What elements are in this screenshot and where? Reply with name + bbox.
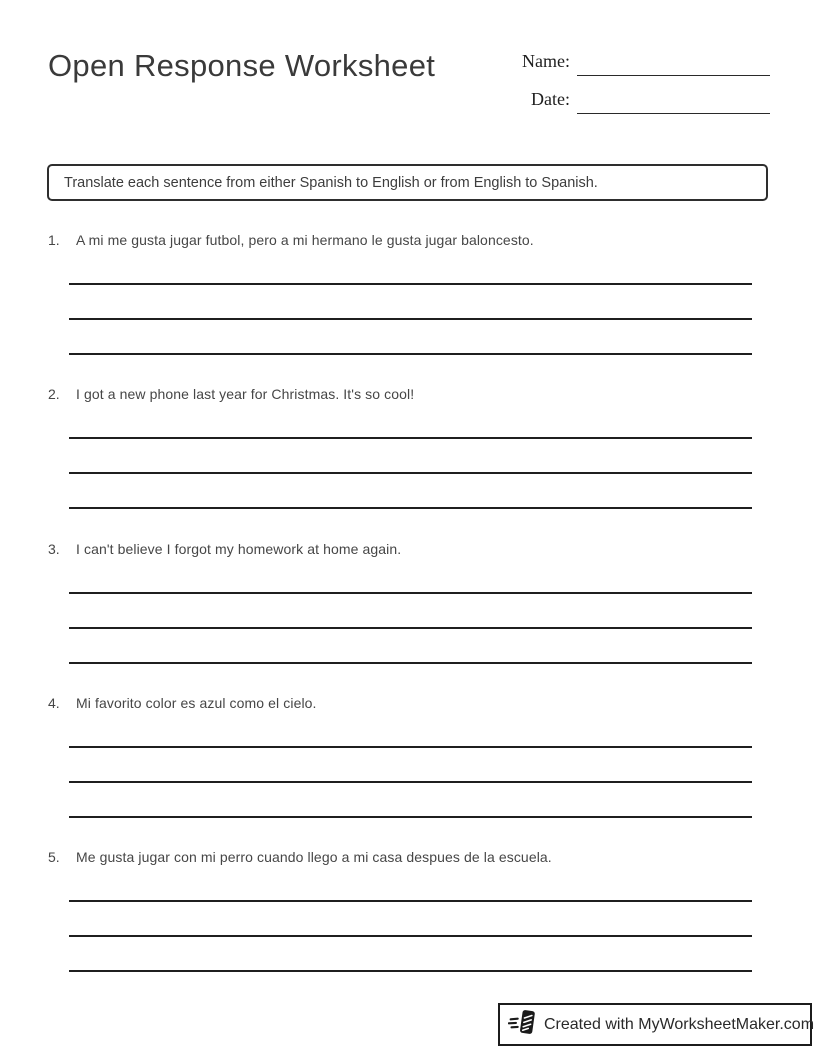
page-title: Open Response Worksheet [48, 48, 436, 83]
instructions-box [47, 164, 768, 201]
question-number: 3. [48, 541, 60, 557]
date-label: Date: [531, 89, 570, 109]
answer-line[interactable] [69, 746, 752, 748]
question-item-1 [48, 232, 768, 362]
answer-line[interactable] [69, 507, 752, 509]
question-text: Mi favorito color es azul como el cielo. [76, 695, 317, 711]
question-number: 1. [48, 232, 60, 248]
question-text: Me gusta jugar con mi perro cuando llego a mi casa despues de la escuela. [76, 849, 552, 865]
answer-line[interactable] [69, 353, 752, 355]
question-row [48, 849, 768, 865]
answer-line[interactable] [69, 592, 752, 594]
footer-credit-badge[interactable] [498, 1003, 815, 1046]
name-input-line[interactable] [577, 50, 770, 76]
date-field-row [512, 88, 770, 114]
question-row [48, 695, 768, 711]
instructions-text: Translate each sentence from either Spanish to English or from English to Spanish. [64, 174, 598, 191]
date-input-line[interactable] [577, 88, 770, 114]
question-number: 5. [48, 849, 60, 865]
question-number: 2. [48, 386, 60, 402]
question-item-5 [48, 849, 768, 979]
question-item-2 [48, 386, 768, 516]
answer-line[interactable] [69, 816, 752, 818]
question-text: I got a new phone last year for Christmas. It's so cool! [76, 386, 415, 402]
question-number: 4. [48, 695, 60, 711]
answer-line[interactable] [69, 781, 752, 783]
answer-line[interactable] [69, 662, 752, 664]
question-item-3 [48, 541, 768, 671]
answer-line[interactable] [69, 970, 752, 972]
answer-line[interactable] [69, 437, 752, 439]
name-label: Name: [522, 51, 570, 71]
answer-line[interactable] [69, 935, 752, 937]
answer-line[interactable] [69, 472, 752, 474]
answer-line[interactable] [69, 318, 752, 320]
question-text: I can't believe I forgot my homework at home again. [76, 541, 402, 557]
answer-line[interactable] [69, 627, 752, 629]
question-item-4 [48, 695, 768, 825]
footer-credit-text: Created with MyWorksheetMaker.com [544, 1015, 815, 1033]
question-text: A mi me gusta jugar futbol, pero a mi hermano le gusta jugar baloncesto. [76, 232, 534, 248]
question-row [48, 541, 768, 557]
header-fields [512, 50, 770, 114]
answer-line[interactable] [69, 283, 752, 285]
question-row [48, 386, 768, 402]
name-field-row [512, 50, 770, 76]
answer-line[interactable] [69, 900, 752, 902]
question-row [48, 232, 768, 248]
flying-worksheet-icon [508, 1006, 538, 1043]
